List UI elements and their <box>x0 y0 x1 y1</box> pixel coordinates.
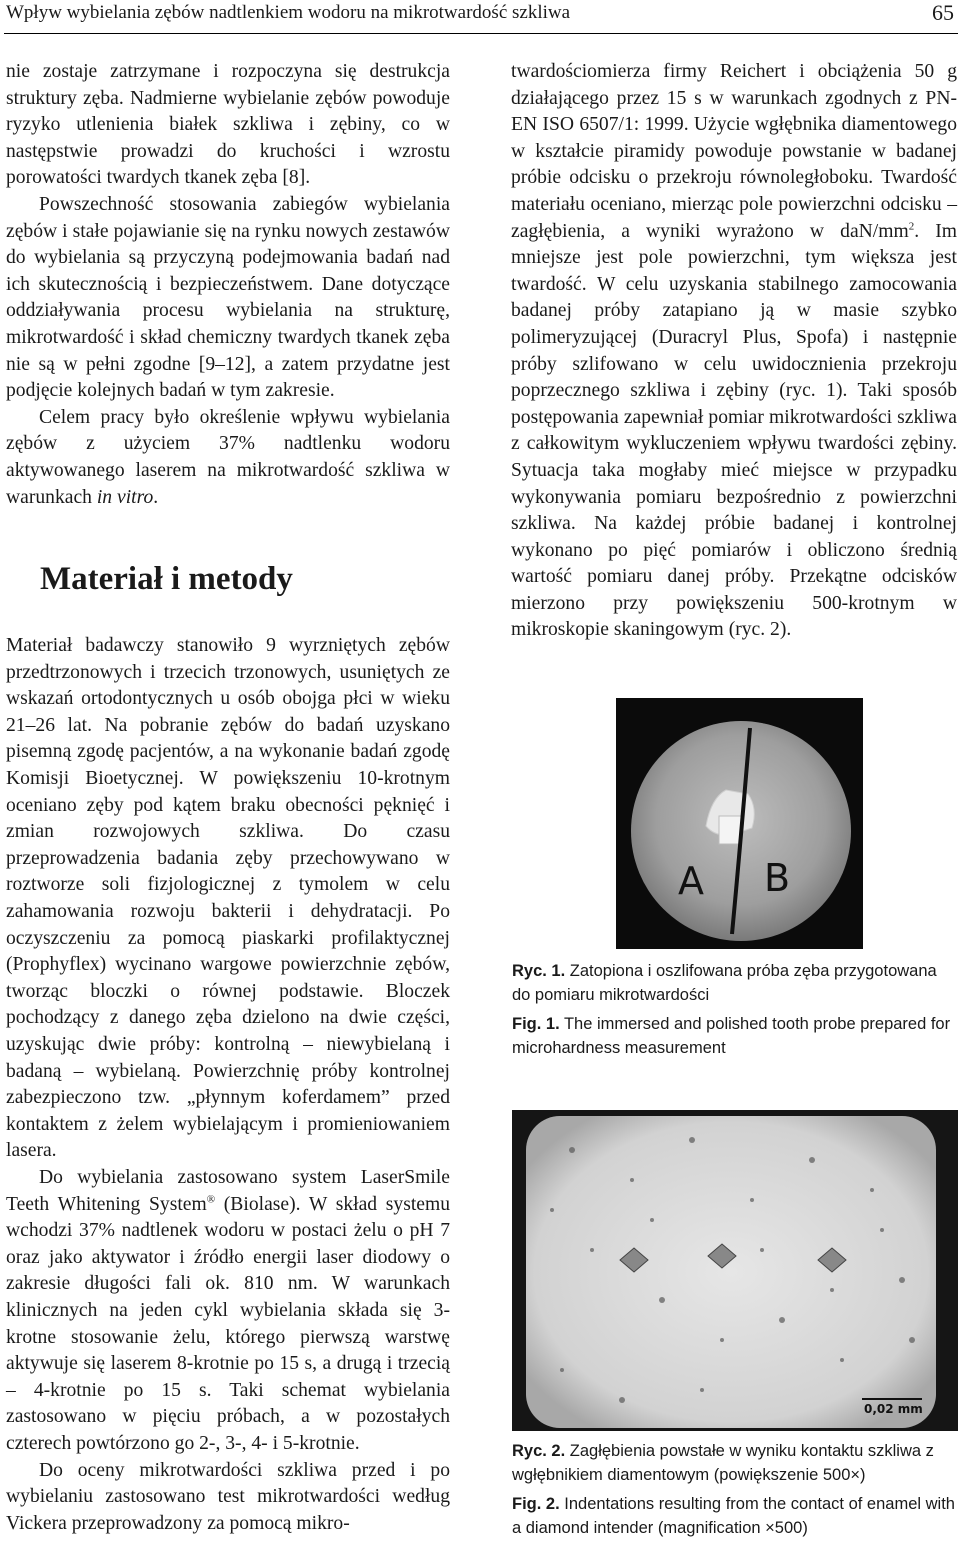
running-header <box>6 0 956 30</box>
superscript-2: 2 <box>908 220 915 233</box>
paragraph-background: Powszechność stosowania zabiegów wybielania zębów i stałe pojawianie się na rynku nowych zestawów do wybielania są przyczyną podejmowania badań nad ich skutecznością i bezpieczeństwem. Dane dotyczące oddziaływania procesu wybielania na strukturę, mikrotwardość i skład chemiczny twardych tkanek zęba nie są w pełni zgodne [9–12], a zatem przydatne jest podjęcie kolejnych badań w tym zakresie. <box>6 193 450 402</box>
caption-pl: Ryc. 1. Zatopiona i oszlifowana próba zęba przygotowana do pomiaru mikrotwardości <box>512 962 937 1004</box>
scale-label: 0,02 mm <box>864 1402 923 1416</box>
figure-1-photo <box>616 698 863 949</box>
scale-bar <box>862 1398 922 1400</box>
left-column <box>6 59 450 1537</box>
header-rule <box>4 33 958 34</box>
indentation-micrograph <box>512 1110 958 1431</box>
tooth-block <box>719 816 741 844</box>
paragraph-method: twardościomierza firmy Reichert i obciążenia 50 g działającego przez 15 s w warunkach zgodnych z PN-EN ISO 6507/1: 1999. Użycie wgłębnika diamentowego w kształcie piramidy powoduje powstanie w badanej próbie odcisku o przekroju równoległoboku. Twardość materiału oceniano, mierząc pole powierzchni odcisku – zagłębienia, a wyniki wyrażono w daN/$mm^2$. Im mniejsze jest pole powierzchni, tym większa jest twardość. W celu uzyskania stabilnego zamocowania badanej próby zatapiano ją w masie szybko polimeryzującej (Duracryl Plus, Spofa) i następnie próby szlifowano w celu uwidocznienia przekroju poprzecznego szkliwa i zębiny (ryc. 1). Taki sposób postępowania zapewniał pomiar mikrotwardości szkliwa z całkowitym wykluczeniem wpływu twardości zębiny. Sytuacja taka mogłaby mieć miejsce w przypadku wykonywania pomiaru bezpośrednio z powierzchni szkliwa. Na każdej próbie badanej i kontrolnej wykonano po pięć pomiarów i obliczono średnią wartość pomiaru danej próby. Przekątne odcisków mierzono przy powiększeniu 500-krotnym w mikroskopie skaningowym (ryc. 2). <box>511 61 958 641</box>
caption-en: Fig. 1. The immersed and polished tooth probe prepared for microhardness measurement <box>512 1015 951 1057</box>
figure-1-caption <box>512 960 958 1066</box>
page-number: 65 <box>932 0 954 25</box>
paragraph-microhardness: Do oceny mikrotwardości szkliwa przed i po wybielaniu zastosowano test mikrotwardości według Vickera przeprowadzony za pomocą mikro- <box>6 1459 450 1534</box>
micrograph-field <box>526 1116 936 1428</box>
caption-pl: Ryc. 2. Zagłębienia powstałe w wyniku kontaktu szkliwa z wgłębnikiem diamentowym (powiększenie 500×) <box>512 1442 934 1484</box>
registered-mark: ® <box>206 1193 216 1206</box>
tooth-sample-image <box>616 698 863 949</box>
figure-2-micrograph <box>512 1110 958 1431</box>
right-column <box>511 59 957 644</box>
figure-2-caption <box>512 1440 958 1546</box>
label-b: B <box>764 856 791 900</box>
section-heading: Materiał i metody <box>40 561 293 598</box>
label-a: A <box>678 859 704 903</box>
paragraph-continuation: nie zostaje zatrzymane i rozpoczyna się destrukcja struktury zęba. Nadmierne wybielanie zębów powoduje ryzyko utlenienia białek szkliwa i zębiny, co w następstwie prowadzi do kruchości i wzrostu porowatości twardych tkanek zęba [8]. <box>6 61 450 189</box>
in-vitro-term: in vitro <box>96 486 154 508</box>
caption-en: Fig. 2. Indentations resulting from the contact of enamel with a diamond intender (magnification ×500) <box>512 1495 955 1537</box>
paragraph-aim: Celem pracy było określenie wpływu wybielania zębów z użyciem 37% nadtlenku wodoru aktywowanego laserem na mikrotwardość szkliwa w warunkach in vitro. <box>6 406 450 508</box>
running-title: Wpływ wybielania zębów nadtlenkiem wodoru na mikrotwardość szkliwa <box>6 2 571 23</box>
paragraph-material: Materiał badawczy stanowiło 9 wyrzniętych zębów przedtrzonowych i trzecich trzonowych, usuniętych ze wskazań ortodontycznych u osób obojga płci w wieku 21–26 lat. Na pobranie zębów do badań uzyskano pisemną zgodę pacjentów, a na wykonanie badań zgodę Komisji Bioetycznej. W powiększeniu 10-krotnym oceniano zęby pod kątem braku obecności pęknięć i zmian rozwojowych szkliwa. Do czasu przeprowadzenia badania zęby przechowywano w roztworze soli fizjologicznej z tymolem w celu zahamowania rozwoju bakterii i dehydratacji. Po oczyszczeniu za pomocą piaskarki profilaktycznej (Prophyflex) wycinano wargowe powierzchnie zębów, tworząc bloczki o równej podstawie. Bloczek pochodzący z danego zęba dzielono na dwie części, uzyskując dwie próby: kontrolną – niewybielaną i badaną – wybielaną. Powierzchnię próby kontrolnej zabezpieczono tzw. „płynnym koferdamem” przed kontaktem z żelem wybielającym i promieniowaniem lasera. <box>6 635 450 1162</box>
paragraph-whitening-system: Do wybielania zastosowano system LaserSmile Teeth Whitening System® (Biolase). W skład systemu wchodzi 37% nadtlenek wodoru w postaci żelu o pH 7 oraz jako aktywator i źródło energii laser diodowy o zakresie długości fali ok. 810 nm. W warunkach klinicznych na jeden cykl wybielania składa się 3-krotne stosowanie żelu, którego pierwszą warstwę aktywuje się laserem 8-krotnie po 15 s, a drugą i trzecią – 4-krotnie po 15 s. Taki schemat wybielania zastosowano w pięciu próbach, a w pozostałych czterech powtórzono go 2-, 3-, 4- i 5-krotnie. <box>6 1166 451 1454</box>
